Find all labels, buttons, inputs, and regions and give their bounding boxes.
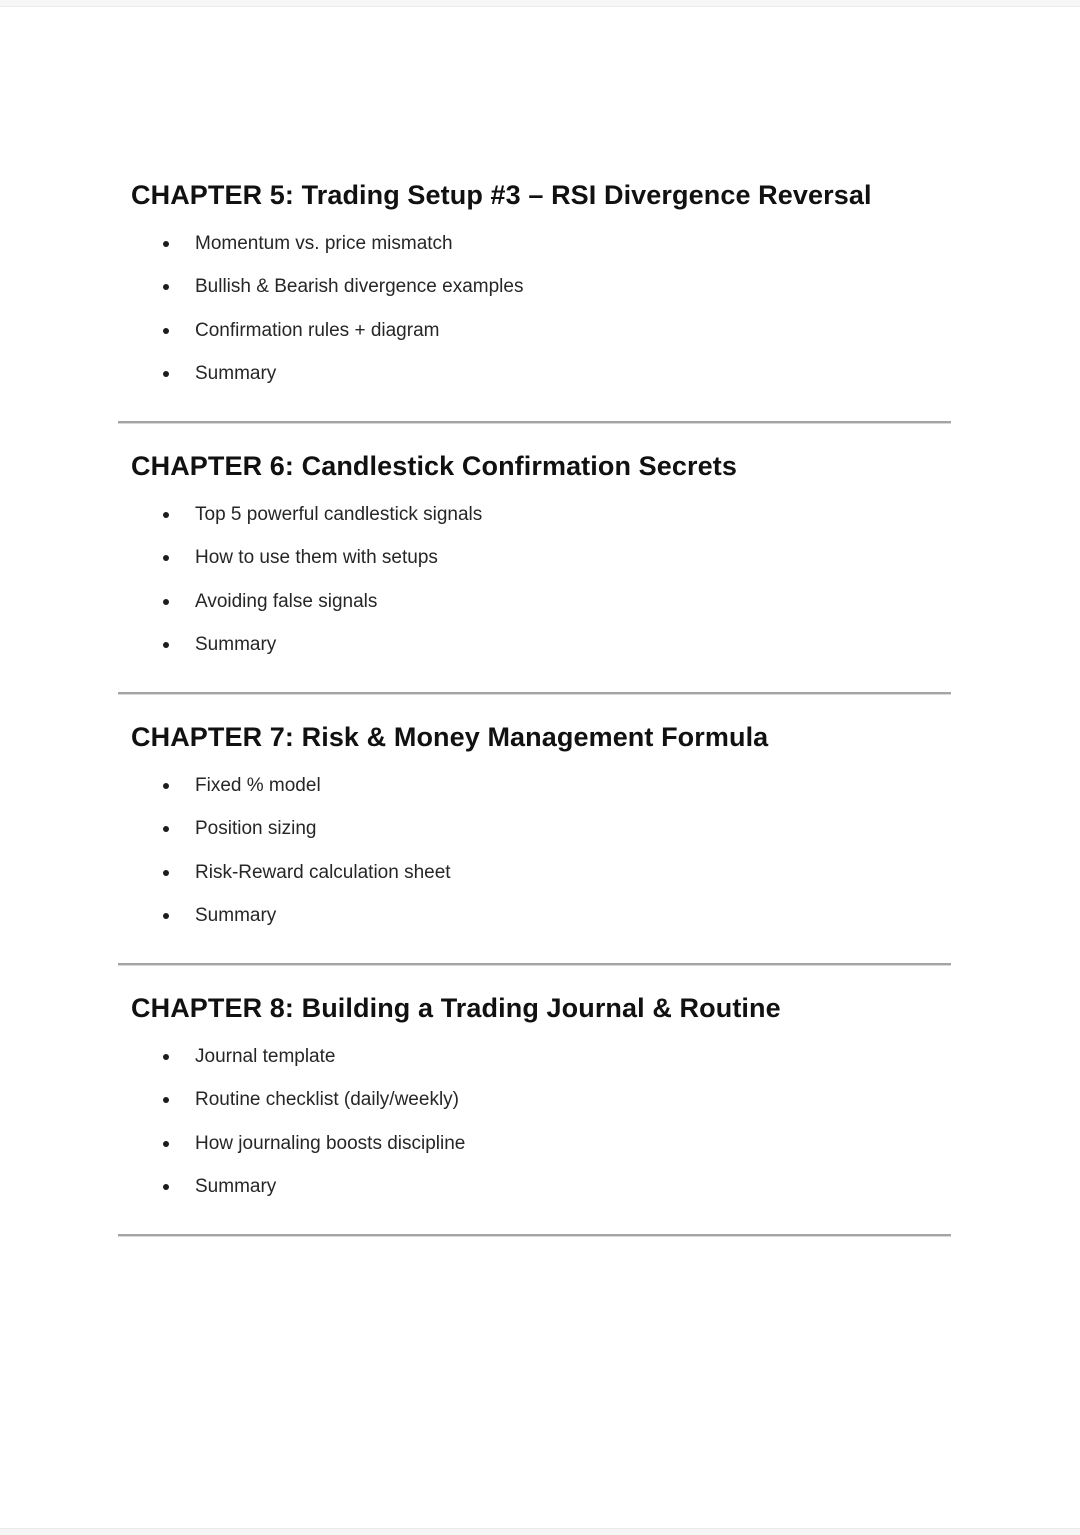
app-background-strip-bottom — [0, 1528, 1080, 1535]
bullet-icon — [163, 512, 169, 518]
bullet-icon — [163, 555, 169, 561]
section-divider — [118, 963, 951, 966]
chapter-6-bullet-list — [118, 493, 951, 667]
bullet-icon — [163, 913, 169, 919]
bullet-text: Summary — [195, 363, 277, 385]
list-item — [118, 1122, 951, 1166]
chapter-7-bullet-list — [118, 764, 951, 938]
section-divider — [118, 692, 951, 695]
chapter-5-heading: CHAPTER 5: Trading Setup #3 – RSI Divergence Reversal — [131, 180, 872, 210]
chapter-7-section — [118, 721, 951, 966]
bullet-text: Summary — [195, 905, 277, 927]
bullet-text: How journaling boosts discipline — [195, 1132, 466, 1154]
list-item — [118, 895, 951, 939]
bullet-icon — [163, 1141, 169, 1147]
list-item — [118, 1079, 951, 1123]
document-content — [118, 0, 951, 1237]
list-item — [118, 624, 951, 668]
chapter-5-bullet-list — [118, 222, 951, 396]
list-item — [118, 309, 951, 353]
bullet-icon — [163, 371, 169, 377]
bullet-text: Journal template — [195, 1045, 336, 1067]
list-item — [118, 1166, 951, 1210]
bullet-text: Top 5 powerful candlestick signals — [195, 503, 483, 525]
list-item — [118, 851, 951, 895]
bullet-text: Fixed % model — [195, 774, 321, 796]
bullet-text: How to use them with setups — [195, 547, 438, 569]
chapter-6-section — [118, 450, 951, 695]
bullet-icon — [163, 284, 169, 290]
bullet-icon — [163, 870, 169, 876]
list-item — [118, 1035, 951, 1079]
chapter-8-section — [118, 992, 951, 1237]
bullet-text: Bullish & Bearish divergence examples — [195, 276, 524, 298]
chapter-8-bullet-list — [118, 1035, 951, 1209]
bullet-icon — [163, 328, 169, 334]
section-divider — [118, 1234, 951, 1237]
bullet-text: Summary — [195, 1176, 277, 1198]
list-item — [118, 808, 951, 852]
bullet-icon — [163, 783, 169, 789]
bullet-text: Summary — [195, 634, 277, 656]
chapter-5-section — [118, 179, 951, 424]
list-item — [118, 266, 951, 310]
bullet-icon — [163, 642, 169, 648]
bullet-icon — [163, 241, 169, 247]
bullet-text: Risk-Reward calculation sheet — [195, 861, 451, 883]
bullet-icon — [163, 1054, 169, 1060]
list-item — [118, 764, 951, 808]
chapter-6-heading: CHAPTER 6: Candlestick Confirmation Secrets — [131, 451, 737, 481]
list-item — [118, 222, 951, 266]
bullet-text: Momentum vs. price mismatch — [195, 232, 453, 254]
bullet-text: Avoiding false signals — [195, 590, 378, 612]
list-item — [118, 537, 951, 581]
bullet-icon — [163, 599, 169, 605]
list-item — [118, 493, 951, 537]
section-divider — [118, 421, 951, 424]
bullet-text: Confirmation rules + diagram — [195, 319, 440, 341]
bullet-text: Routine checklist (daily/weekly) — [195, 1089, 459, 1111]
chapter-8-heading: CHAPTER 8: Building a Trading Journal & Routine — [131, 993, 781, 1023]
bullet-text: Position sizing — [195, 818, 317, 840]
list-item — [118, 353, 951, 397]
chapter-7-heading: CHAPTER 7: Risk & Money Management Formula — [131, 722, 769, 752]
list-item — [118, 580, 951, 624]
bullet-icon — [163, 1097, 169, 1103]
bullet-icon — [163, 826, 169, 832]
bullet-icon — [163, 1184, 169, 1190]
